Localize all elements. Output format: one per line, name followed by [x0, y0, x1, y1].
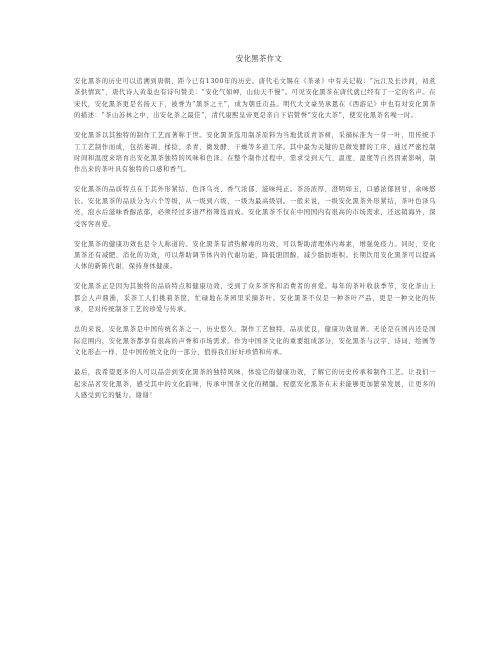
paragraph-health: 安化黑茶的健康功效也是令人称道的。安化黑茶有清热解毒的功效，可以帮助清理体内毒素，增强免疫力。同时，安化黑茶还有减肥、消化的功效，可以帮助调节体内的代谢功能，降低胆固醇，减少脂肪堆积。长期饮用安化黑茶可以提高人体的新陈代谢，保持身体健康。	[74, 240, 436, 271]
paragraph-history: 安化黑茶的历史可以追溯到唐朝，距今已有1300年的历史。唐代毛文锡在《茶录》中有关记载：“沅江及长沙间，初煮茶供情宾”，唐代诗人黄巢也有诗句赞美：“安化气如岬，山仙天不慢”。可见安化黑茶在唐代就已经有了一定的名声。在宋代，安化黑茶更是名扬天下，被誉为“黑茶之王”，成为朝廷贡品。明代大文豪吴承恩在《西游记》中也有对安化黑茶的描述：“茶山苏林之中，出安化茶之最佳”，清代康熙皇帝更是亲自下诏赞誉“安化大茶”，使安化黑茶名噪一时。	[74, 78, 436, 120]
paragraph-quality: 安化黑茶的品质特点在于其外形紧结、色泽乌亮、香气浓郁、滋味纯正。茶汤浓厚，澄明如玉，口感浓郁回甘，余味悠长。安化黑茶的品质分为六个等级，从一级到六级，一级为最高级别。一般来说，一级安化黑茶外形紧结，茶叶色泽乌亮，泡水后滋味香醇浓郁，必须经过多道严格筛选而成。安化黑茶不仅在中国国内有很高的市场需求，还远销海外，深受客客喜爱。	[74, 186, 436, 228]
paragraph-craft: 安化黑茶以其独特的制作工艺而著称于世。安化黑茶选用制茶原料为当地优质青茶树，采摘标准为一芽一叶，用传统手工工艺制作而成，包括萎凋、揉捻、杀青、微发酵、干燥等多道工序。其中最为关键的是微发酵的工序，通过严密控制时间和温度来培育出安化黑茶独特的风味和色泽。在整个制作过程中，需求受到天气、温度、湿度等自然因素影响，制作出来的茶叶具有独特的口感和香气。	[74, 132, 436, 174]
paragraph-closing: 最后，我希望更多的人可以品尝到安化黑茶的独特风味，体验它的健康功效，了解它的历史传承和制作工艺。让我们一起来品茗安化黑茶，感受其中的文化韵味，传承中国茶文化的精髓。祝愿安化黑茶在未来能够更加繁荣发展，让更多的人感受到它的魅力。谢谢！	[74, 369, 436, 399]
paragraph-popularity: 安化黑茶正是因为其独特的品质特点和健康功效，受到了众多茶客和消费者的喜爱。每年的茶叶收获季节，安化茶山上都会人声鼎沸，采茶工人们挑着茶筐，忙碌地在茶园里采摘茶叶。安化黑茶不仅是一种茶叶产品，更是一种文化的传承，是对传统制茶工艺的珍爱与传承。	[74, 283, 436, 314]
document-title: 安化黑茶作文	[235, 54, 283, 63]
paragraph-summary: 总的来说，安化黑茶是中国传统名茶之一，历史悠久，制作工艺独特，品质优良，健康功效显著。无论是在国内还是国际范围内，安化黑茶都享有很高的声誉和市场需求。作为中国茶文化的重要组成部分，安化黑茶与汉字、诗词、绘画等文化形态一样，是中国传统文化的一部分，值得我们好好珍惜和传承。	[74, 326, 436, 357]
